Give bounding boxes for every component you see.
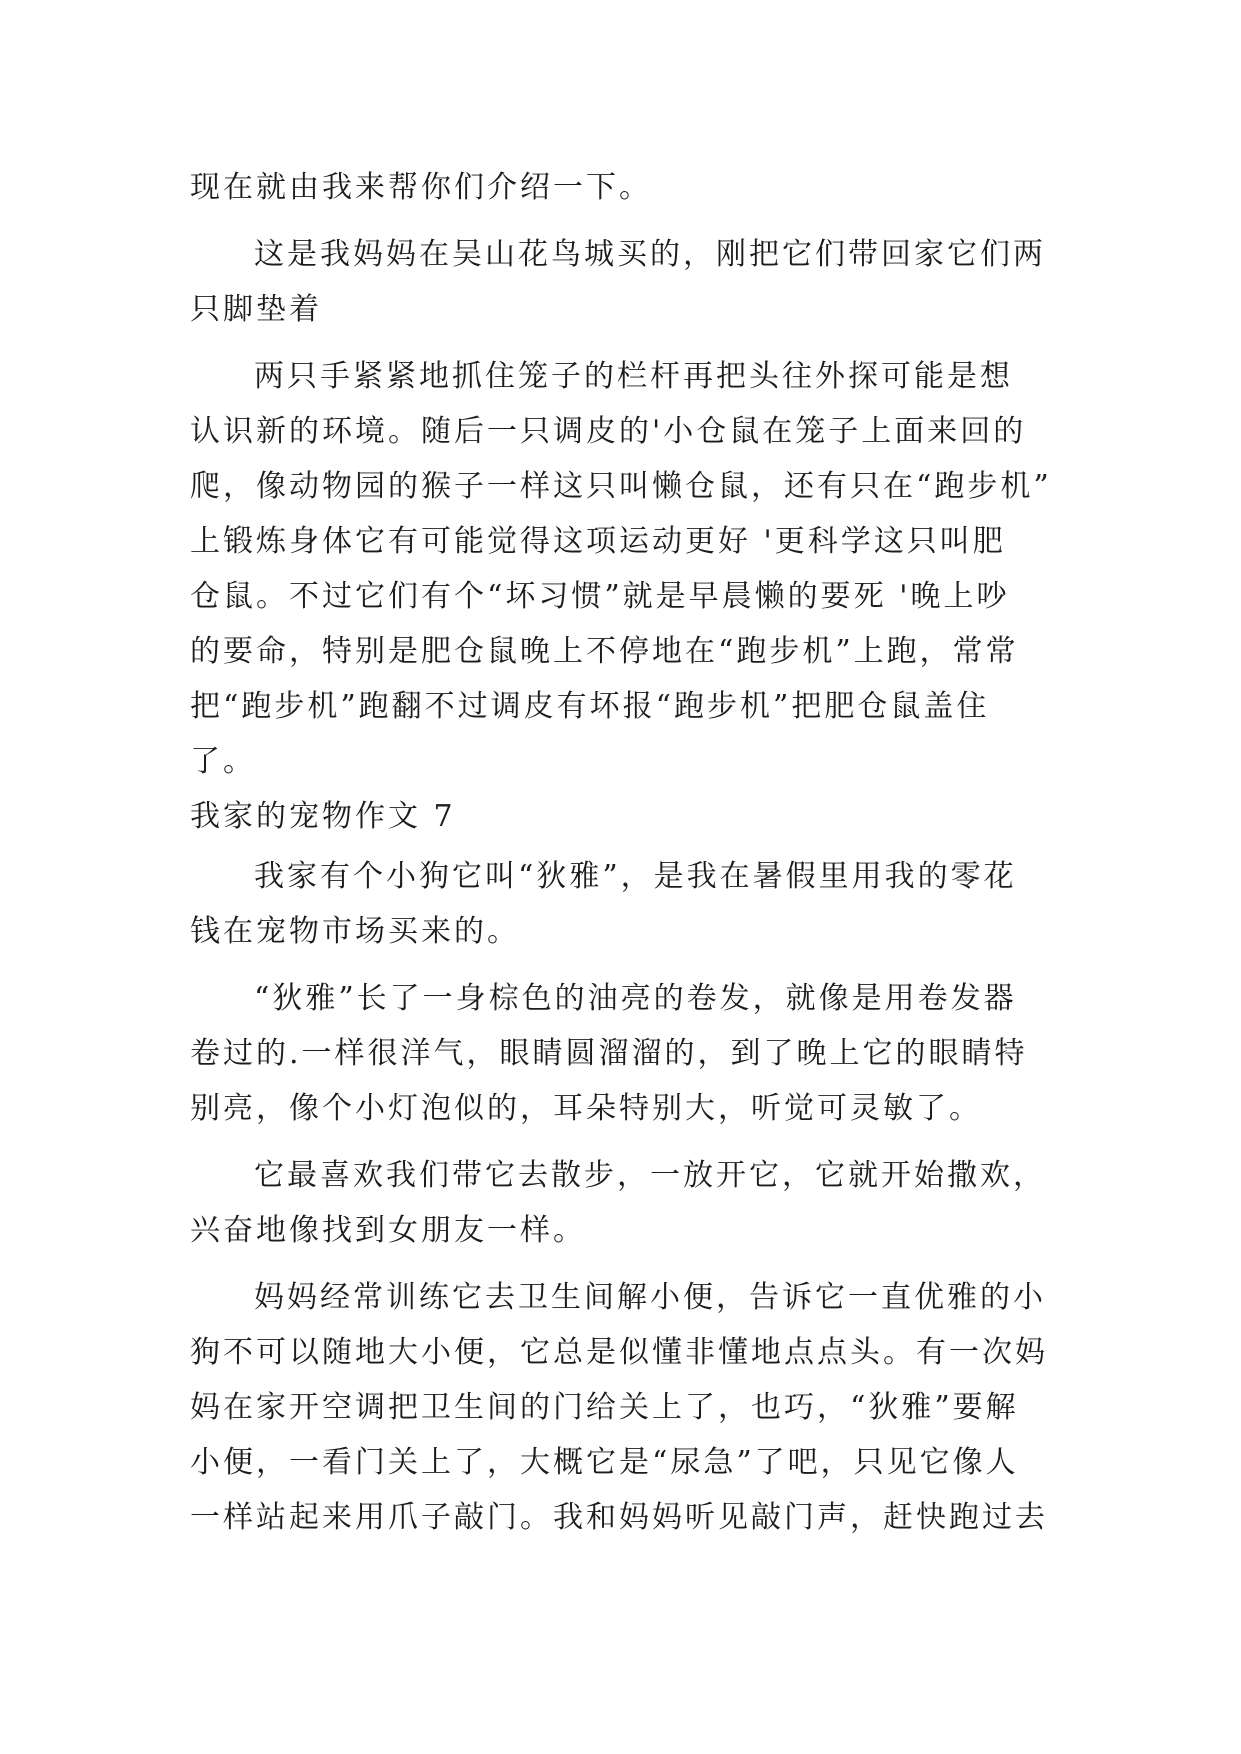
text-line: 卷过的.一样很洋气，眼睛圆溜溜的，到了晚上它的眼睛特	[190, 1036, 1028, 1071]
text-line: 只脚垫着	[190, 292, 322, 327]
paragraph-start-line: 两只手紧紧地抓住笼子的栏杆再把头往外探可能是想	[254, 359, 1013, 394]
paragraph-start-line: “狄雅”长了一身棕色的油亮的卷发，就像是用卷发器	[254, 981, 1017, 1016]
text-line: 妈在家开空调把卫生间的门给关上了，也巧，“狄雅”要解	[190, 1390, 1019, 1425]
text-line: 别亮，像个小灯泡似的，耳朵特别大，听觉可灵敏了。	[190, 1091, 982, 1126]
text-line: 的要命，特别是肥仓鼠晚上不停地在“跑步机”上跑，常常	[190, 634, 1019, 669]
text-line: 认识新的环境。随后一只调皮的'小仓鼠在笼子上面来回的	[190, 414, 1027, 449]
text-line: 现在就由我来帮你们介绍一下。	[190, 170, 652, 205]
paragraph-start-line: 这是我妈妈在吴山花鸟城买的，刚把它们带回家它们两	[254, 237, 1046, 272]
text-line: 了。	[190, 744, 256, 779]
text-line: 爬，像动物园的猴子一样这只叫懒仓鼠，还有只在“跑步机”	[190, 469, 1052, 504]
paragraph-start-line: 它最喜欢我们带它去散步，一放开它，它就开始撒欢，	[254, 1158, 1046, 1193]
text-line: 一样站起来用爪子敲门。我和妈妈听见敲门声，赶快跑过去	[190, 1500, 1048, 1535]
text-line: 仓鼠。不过它们有个“坏习惯”就是早晨懒的要死 '晚上吵	[190, 579, 1010, 614]
text-line: 兴奋地像找到女朋友一样。	[190, 1213, 586, 1248]
section-heading: 我家的宠物作文 7	[190, 799, 456, 834]
text-line: 把“跑步机”跑翻不过调皮有坏报“跑步机”把肥仓鼠盖住	[190, 689, 990, 724]
text-line: 上锻炼身体它有可能觉得这项运动更好 '更科学这只叫肥	[190, 524, 1006, 559]
paragraph-start-line: 妈妈经常训练它去卫生间解小便，告诉它一直优雅的小	[254, 1280, 1046, 1315]
paragraph-start-line: 我家有个小狗它叫“狄雅”，是我在暑假里用我的零花	[254, 859, 1017, 894]
text-line: 钱在宠物市场买来的。	[190, 914, 520, 949]
text-line: 狗不可以随地大小便，它总是似懂非懂地点点头。有一次妈	[190, 1335, 1048, 1370]
document-body	[190, 160, 1070, 1545]
text-line: 小便，一看门关上了，大概它是“尿急”了吧，只见它像人	[190, 1445, 1019, 1480]
